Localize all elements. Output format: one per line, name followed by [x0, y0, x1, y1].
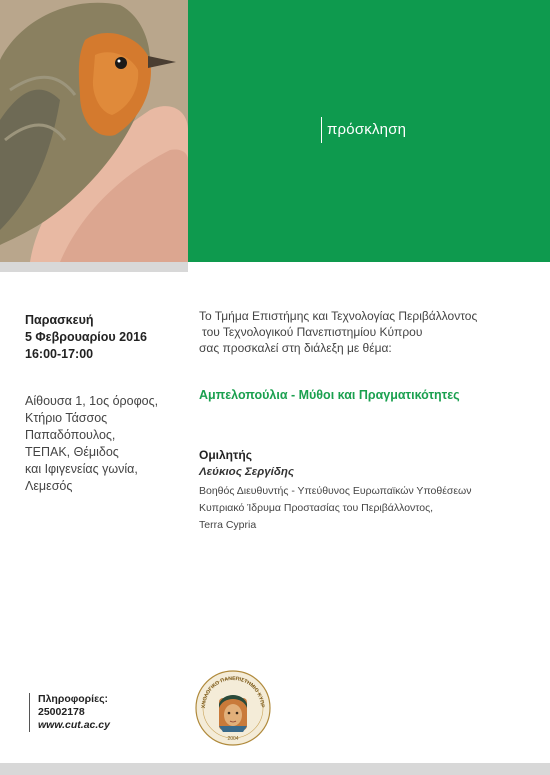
left-grey-bar: [0, 262, 188, 272]
bird-in-hand-image: [0, 0, 188, 262]
venue-line: Λεμεσός: [25, 479, 73, 493]
event-datetime: [25, 312, 147, 363]
intro-line: σας προσκαλεί στη διάλεξη με θέμα:: [199, 341, 392, 355]
info-phone: 25002178: [38, 706, 85, 718]
lecture-title: Αμπελοπούλια - Μύθοι και Πραγματικότητες: [199, 388, 460, 402]
seal-text: ΧΝΟΛΟΓΙΚΟ ΠΑΝΕΠΙΣΤΗΜΙΟ ΚΥΠΡ: [200, 675, 266, 709]
venue-line: και Ιφιγενείας γωνία,: [25, 462, 138, 476]
header-green-panel: [188, 0, 550, 262]
invitation-intro: [199, 308, 477, 356]
venue-line: Αίθουσα 1, 1ος όροφος,: [25, 394, 159, 408]
seal-year: 2004: [227, 736, 239, 742]
venue-line: ΤΕΠΑΚ, Θέμιδος: [25, 445, 119, 459]
bird-photo: [0, 0, 188, 262]
event-date: 5 Φεβρουαρίου 2016: [25, 330, 147, 344]
invitation-label: πρόσκληση: [327, 121, 407, 138]
intro-line: του Τεχνολογικού Πανεπιστημίου Κύπρου: [202, 325, 423, 339]
header-divider-line: [321, 117, 322, 143]
info-website-link[interactable]: www.cut.ac.cy: [38, 719, 110, 731]
venue-line: Κτήριο Τάσσος: [25, 411, 108, 425]
speaker-heading: Ομιλητής: [199, 448, 252, 462]
university-seal-logo: [193, 668, 273, 748]
speaker-affiliation: [199, 483, 472, 534]
intro-line: Το Τμήμα Επιστήμης και Τεχνολογίας Περιβάλλοντος: [199, 309, 478, 323]
speaker-name: Λεύκιος Σεργίδης: [199, 466, 295, 478]
venue-line: Παπαδόπουλος,: [25, 428, 116, 442]
event-venue: [25, 393, 158, 495]
event-time: 16:00-17:00: [25, 347, 94, 361]
info-label: Πληροφορίες:: [38, 693, 109, 705]
event-day: Παρασκευή: [25, 313, 94, 327]
info-block: [29, 693, 110, 732]
speaker-affiliation-line: Terra Cypria: [199, 519, 257, 531]
bottom-grey-bar: [0, 763, 550, 775]
speaker-affiliation-line: Κυπριακό Ίδρυμα Προστασίας του Περιβάλλοντος,: [199, 502, 434, 514]
speaker-affiliation-line: Βοηθός Διευθυντής - Υπεύθυνος Ευρωπαϊκών Υποθέσεων: [199, 485, 472, 497]
